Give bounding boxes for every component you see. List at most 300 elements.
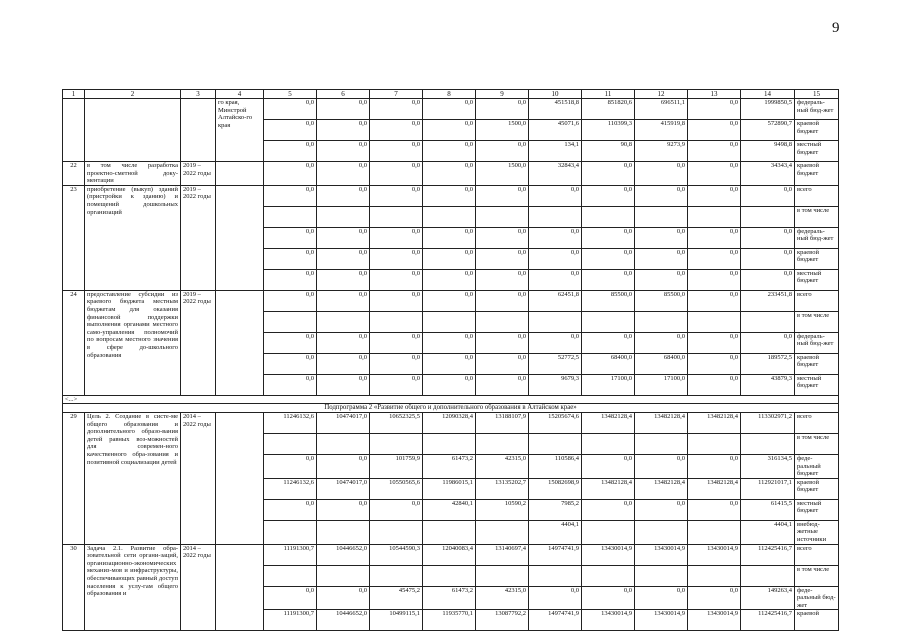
amount-cell: 0,0: [476, 374, 529, 395]
amount-cell: [582, 311, 635, 332]
amount-cell: 0,0: [423, 99, 476, 120]
funding-source: местный бюджет: [795, 141, 839, 162]
amount-cell: 13140697,4: [476, 544, 529, 565]
amount-cell: [635, 433, 688, 454]
amount-cell: 0,0: [423, 227, 476, 248]
amount-cell: 0,0: [635, 185, 688, 206]
funding-source: в том числе: [795, 311, 839, 332]
amount-cell: 0,0: [476, 99, 529, 120]
amount-cell: [582, 565, 635, 586]
row-number: 24: [63, 290, 85, 395]
funding-source: краевой бюджет: [795, 248, 839, 269]
amount-cell: 12040083,4: [423, 544, 476, 565]
amount-cell: 0,0: [688, 353, 741, 374]
executor: [216, 544, 264, 631]
amount-cell: 68400,0: [635, 353, 688, 374]
amount-cell: 0,0: [370, 162, 423, 186]
column-header: 5: [264, 90, 317, 99]
funding-source: в том числе: [795, 433, 839, 454]
amount-cell: 62451,8: [529, 290, 582, 311]
amount-cell: 45475,2: [370, 586, 423, 610]
funding-source: всего: [795, 544, 839, 565]
amount-cell: 4404,1: [741, 520, 795, 544]
amount-cell: [635, 311, 688, 332]
amount-cell: 110586,4: [529, 454, 582, 478]
amount-cell: 0,0: [264, 185, 317, 206]
amount-cell: 0,0: [264, 290, 317, 311]
column-header: 11: [582, 90, 635, 99]
amount-cell: [317, 565, 370, 586]
amount-cell: 10499115,1: [370, 610, 423, 631]
amount-cell: 90,8: [582, 141, 635, 162]
row-number: 22: [63, 162, 85, 186]
amount-cell: 0,0: [476, 141, 529, 162]
amount-cell: 0,0: [529, 227, 582, 248]
funding-source: местный бюджет: [795, 499, 839, 520]
amount-cell: 10652325,5: [370, 412, 423, 433]
row-number: 30: [63, 544, 85, 631]
amount-cell: 9679,3: [529, 374, 582, 395]
amount-cell: 11246132,6: [264, 478, 317, 499]
measure-description: [85, 99, 181, 162]
amount-cell: [476, 565, 529, 586]
amount-cell: 0,0: [317, 248, 370, 269]
amount-cell: 13482128,4: [582, 412, 635, 433]
amount-cell: [688, 206, 741, 227]
amount-cell: 0,0: [635, 586, 688, 610]
funding-source: всего: [795, 412, 839, 433]
funding-source: федераль-ный бюд-жет: [795, 332, 839, 353]
amount-cell: [741, 565, 795, 586]
amount-cell: [264, 311, 317, 332]
measure-description: в том числе разработка проектно-сметной доку-ментации: [85, 162, 181, 186]
amount-cell: 0,0: [635, 332, 688, 353]
amount-cell: 0,0: [370, 120, 423, 141]
amount-cell: 17100,0: [582, 374, 635, 395]
amount-cell: 0,0: [370, 290, 423, 311]
amount-cell: 0,0: [741, 185, 795, 206]
amount-cell: 34343,4: [741, 162, 795, 186]
amount-cell: 0,0: [741, 269, 795, 290]
amount-cell: [688, 433, 741, 454]
amount-cell: 0,0: [317, 290, 370, 311]
amount-cell: [529, 311, 582, 332]
amount-cell: 13430014,9: [688, 544, 741, 565]
funding-source: краевой: [795, 610, 839, 631]
amount-cell: 851820,6: [582, 99, 635, 120]
table-row: [63, 185, 839, 206]
amount-cell: [741, 311, 795, 332]
period-years: 2014 – 2022 годы: [181, 412, 216, 544]
amount-cell: 0,0: [264, 454, 317, 478]
amount-cell: 0,0: [476, 185, 529, 206]
amount-cell: 110399,3: [582, 120, 635, 141]
amount-cell: [635, 206, 688, 227]
amount-cell: 696511,1: [635, 99, 688, 120]
budget-table: [62, 89, 839, 631]
amount-cell: 10446652,0: [317, 610, 370, 631]
period-years: 2019 – 2022 годы: [181, 290, 216, 395]
amount-cell: 0,0: [264, 248, 317, 269]
amount-cell: 0,0: [317, 162, 370, 186]
funding-source: федераль-ный бюд-жет: [795, 99, 839, 120]
amount-cell: 0,0: [688, 586, 741, 610]
amount-cell: [529, 565, 582, 586]
amount-cell: 0,0: [688, 332, 741, 353]
amount-cell: 13188107,9: [476, 412, 529, 433]
amount-cell: 0,0: [582, 185, 635, 206]
amount-cell: 0,0: [264, 374, 317, 395]
table-row: [63, 99, 839, 120]
amount-cell: [317, 206, 370, 227]
funding-source: федераль-ный бюд-жет: [795, 227, 839, 248]
amount-cell: 0,0: [529, 185, 582, 206]
amount-cell: 0,0: [688, 499, 741, 520]
executor: [216, 162, 264, 186]
amount-cell: [317, 433, 370, 454]
amount-cell: [370, 433, 423, 454]
amount-cell: [423, 433, 476, 454]
amount-cell: 68400,0: [582, 353, 635, 374]
amount-cell: 415919,8: [635, 120, 688, 141]
amount-cell: [741, 206, 795, 227]
period-years: 2019 – 2022 годы: [181, 162, 216, 186]
amount-cell: [635, 565, 688, 586]
amount-cell: 233451,8: [741, 290, 795, 311]
amount-cell: 0,0: [317, 454, 370, 478]
amount-cell: 0,0: [529, 269, 582, 290]
amount-cell: 10550565,6: [370, 478, 423, 499]
amount-cell: 0,0: [741, 227, 795, 248]
amount-cell: 0,0: [423, 162, 476, 186]
amount-cell: 0,0: [264, 120, 317, 141]
amount-cell: 13430014,9: [635, 610, 688, 631]
amount-cell: 11986015,1: [423, 478, 476, 499]
amount-cell: 0,0: [317, 185, 370, 206]
amount-cell: 0,0: [529, 332, 582, 353]
amount-cell: 13482128,4: [635, 412, 688, 433]
measure-description: приобретение (выкуп) зданий (пристройки к зданию) и помещений дошкольных организаций: [85, 185, 181, 290]
amount-cell: 0,0: [688, 99, 741, 120]
amount-cell: 0,0: [688, 454, 741, 478]
amount-cell: 7985,2: [529, 499, 582, 520]
amount-cell: 0,0: [688, 185, 741, 206]
amount-cell: [635, 520, 688, 544]
amount-cell: 112921017,1: [741, 478, 795, 499]
amount-cell: 0,0: [582, 586, 635, 610]
period-years: 2019 – 2022 годы: [181, 185, 216, 290]
amount-cell: 0,0: [582, 499, 635, 520]
amount-cell: 17100,0: [635, 374, 688, 395]
amount-cell: 15205674,6: [529, 412, 582, 433]
amount-cell: 112425416,7: [741, 610, 795, 631]
amount-cell: 0,0: [370, 499, 423, 520]
amount-cell: 0,0: [476, 269, 529, 290]
amount-cell: [317, 520, 370, 544]
amount-cell: 4404,1: [529, 520, 582, 544]
amount-cell: 0,0: [264, 99, 317, 120]
amount-cell: 52772,5: [529, 353, 582, 374]
amount-cell: [423, 206, 476, 227]
amount-cell: 0,0: [370, 227, 423, 248]
measure-description: предоставление субсидии из краевого бюджета местным бюджетам для оказания финансовой поддержки выполнения органами местного само-управления полномочий по вопросам местного значения в сфере до-школьного образования: [85, 290, 181, 395]
table-body: [63, 90, 839, 631]
amount-cell: 0,0: [317, 499, 370, 520]
amount-cell: 0,0: [582, 227, 635, 248]
row-number: [63, 99, 85, 162]
amount-cell: 13482128,4: [635, 478, 688, 499]
amount-cell: 85500,0: [635, 290, 688, 311]
amount-cell: 10446652,0: [317, 544, 370, 565]
funding-source: в том числе: [795, 565, 839, 586]
column-header: 3: [181, 90, 216, 99]
amount-cell: 0,0: [423, 332, 476, 353]
executor: [216, 185, 264, 290]
amount-cell: 9498,8: [741, 141, 795, 162]
amount-cell: 0,0: [423, 248, 476, 269]
column-header: 2: [85, 90, 181, 99]
amount-cell: 0,0: [317, 374, 370, 395]
amount-cell: 0,0: [264, 332, 317, 353]
column-header: 6: [317, 90, 370, 99]
executor: [216, 412, 264, 544]
amount-cell: 0,0: [264, 162, 317, 186]
amount-cell: [582, 520, 635, 544]
funding-source: краевой бюджет: [795, 478, 839, 499]
header-row: [63, 90, 839, 99]
amount-cell: [582, 433, 635, 454]
amount-cell: 316134,5: [741, 454, 795, 478]
amount-cell: 0,0: [423, 185, 476, 206]
funding-source: феде-ральный бюджет: [795, 454, 839, 478]
amount-cell: 0,0: [582, 162, 635, 186]
amount-cell: 0,0: [688, 269, 741, 290]
amount-cell: 0,0: [264, 586, 317, 610]
amount-cell: 0,0: [476, 353, 529, 374]
amount-cell: 0,0: [370, 248, 423, 269]
amount-cell: 0,0: [370, 353, 423, 374]
amount-cell: [264, 520, 317, 544]
amount-cell: [423, 520, 476, 544]
table-row: [63, 544, 839, 565]
amount-cell: [476, 520, 529, 544]
amount-cell: 14974741,9: [529, 610, 582, 631]
amount-cell: 13430014,9: [582, 544, 635, 565]
amount-cell: 0,0: [317, 269, 370, 290]
amount-cell: [423, 311, 476, 332]
amount-cell: [476, 311, 529, 332]
amount-cell: [370, 520, 423, 544]
amount-cell: 134,1: [529, 141, 582, 162]
amount-cell: 11935770,1: [423, 610, 476, 631]
funding-source: краевой бюджет: [795, 120, 839, 141]
amount-cell: 85500,0: [582, 290, 635, 311]
amount-cell: [264, 565, 317, 586]
amount-cell: [741, 433, 795, 454]
amount-cell: 0,0: [370, 185, 423, 206]
amount-cell: 0,0: [688, 120, 741, 141]
amount-cell: 61415,5: [741, 499, 795, 520]
amount-cell: [476, 433, 529, 454]
amount-cell: 0,0: [688, 162, 741, 186]
amount-cell: 0,0: [264, 227, 317, 248]
funding-source: краевой бюджет: [795, 162, 839, 186]
amount-cell: 13087792,2: [476, 610, 529, 631]
column-header: 1: [63, 90, 85, 99]
amount-cell: 9273,9: [635, 141, 688, 162]
amount-cell: 0,0: [476, 332, 529, 353]
amount-cell: 0,0: [582, 248, 635, 269]
amount-cell: 0,0: [423, 374, 476, 395]
amount-cell: [582, 206, 635, 227]
amount-cell: 113302971,2: [741, 412, 795, 433]
amount-cell: 11191300,7: [264, 544, 317, 565]
ellipsis-row: [63, 395, 839, 404]
amount-cell: 0,0: [635, 499, 688, 520]
amount-cell: 0,0: [688, 141, 741, 162]
amount-cell: 0,0: [529, 586, 582, 610]
amount-cell: 0,0: [317, 120, 370, 141]
amount-cell: 0,0: [317, 141, 370, 162]
column-header: 7: [370, 90, 423, 99]
amount-cell: 0,0: [741, 332, 795, 353]
amount-cell: 13482128,4: [688, 478, 741, 499]
amount-cell: 112425416,7: [741, 544, 795, 565]
amount-cell: [370, 206, 423, 227]
amount-cell: 42315,0: [476, 454, 529, 478]
amount-cell: 13482128,4: [582, 478, 635, 499]
amount-cell: 0,0: [688, 227, 741, 248]
measure-description: Задача 2.1. Развитие обра-зовательной сети органи-заций, организационно-экономических механиз-мов и инфраструктуры, обеспечивающих равный доступ населения к услу-гам общего образования и: [85, 544, 181, 631]
amount-cell: 0,0: [370, 332, 423, 353]
amount-cell: 1500,0: [476, 162, 529, 186]
amount-cell: 13430014,9: [582, 610, 635, 631]
amount-cell: [264, 433, 317, 454]
funding-source: в том числе: [795, 206, 839, 227]
amount-cell: 0,0: [635, 248, 688, 269]
amount-cell: 0,0: [476, 227, 529, 248]
amount-cell: 10474017,0: [317, 412, 370, 433]
amount-cell: 101759,9: [370, 454, 423, 478]
column-header: 4: [216, 90, 264, 99]
amount-cell: 189572,5: [741, 353, 795, 374]
amount-cell: 0,0: [476, 290, 529, 311]
amount-cell: 61473,2: [423, 454, 476, 478]
amount-cell: 0,0: [264, 141, 317, 162]
amount-cell: 1999850,5: [741, 99, 795, 120]
period-years: 2014 – 2022 годы: [181, 544, 216, 631]
amount-cell: 0,0: [370, 141, 423, 162]
amount-cell: 0,0: [635, 269, 688, 290]
amount-cell: 13482128,4: [688, 412, 741, 433]
subprogram-title: Подпрограмма 2 «Развитие общего и дополнительного образования в Алтайском крае»: [63, 404, 839, 413]
amount-cell: 0,0: [635, 454, 688, 478]
amount-cell: 0,0: [317, 99, 370, 120]
amount-cell: 13135202,7: [476, 478, 529, 499]
amount-cell: [529, 433, 582, 454]
amount-cell: [317, 311, 370, 332]
funding-source: внебюд-жетные источники: [795, 520, 839, 544]
amount-cell: 0,0: [370, 99, 423, 120]
amount-cell: [370, 311, 423, 332]
amount-cell: 61473,2: [423, 586, 476, 610]
amount-cell: 0,0: [529, 248, 582, 269]
column-header: 14: [741, 90, 795, 99]
page-number: 9: [832, 20, 840, 36]
amount-cell: 15082698,9: [529, 478, 582, 499]
amount-cell: [688, 565, 741, 586]
amount-cell: 0,0: [582, 454, 635, 478]
funding-source: местный бюджет: [795, 269, 839, 290]
column-header: 8: [423, 90, 476, 99]
column-header: 9: [476, 90, 529, 99]
amount-cell: [370, 565, 423, 586]
executor: го края, Минстрой Алтайско-го края: [216, 99, 264, 162]
amount-cell: 12090328,4: [423, 412, 476, 433]
measure-description: Цель 2. Создание в систе-ме общего образования и дополнительного образо-вания детей равных воз-можностей для современ-ного качественного обра-зования и позитивной социализации детей: [85, 412, 181, 544]
row-number: 23: [63, 185, 85, 290]
amount-cell: [688, 311, 741, 332]
amount-cell: 0,0: [317, 227, 370, 248]
amount-cell: 0,0: [688, 290, 741, 311]
amount-cell: 11246132,6: [264, 412, 317, 433]
amount-cell: 0,0: [688, 374, 741, 395]
amount-cell: 10474017,0: [317, 478, 370, 499]
amount-cell: 32843,4: [529, 162, 582, 186]
amount-cell: 0,0: [635, 227, 688, 248]
subprogram-row: [63, 404, 839, 413]
period-years: [181, 99, 216, 162]
amount-cell: 0,0: [317, 586, 370, 610]
amount-cell: [529, 206, 582, 227]
ellipsis: <...>: [63, 395, 839, 404]
amount-cell: 13430014,9: [635, 544, 688, 565]
amount-cell: 149263,4: [741, 586, 795, 610]
amount-cell: 0,0: [317, 332, 370, 353]
funding-source: всего: [795, 290, 839, 311]
amount-cell: 0,0: [264, 269, 317, 290]
executor: [216, 290, 264, 395]
amount-cell: 0,0: [476, 248, 529, 269]
amount-cell: 0,0: [317, 353, 370, 374]
amount-cell: 13430014,9: [688, 610, 741, 631]
amount-cell: 43879,3: [741, 374, 795, 395]
amount-cell: 0,0: [582, 332, 635, 353]
amount-cell: 0,0: [370, 269, 423, 290]
amount-cell: 42840,1: [423, 499, 476, 520]
amount-cell: 451518,8: [529, 99, 582, 120]
row-number: 29: [63, 412, 85, 544]
amount-cell: 42315,0: [476, 586, 529, 610]
amount-cell: [264, 206, 317, 227]
amount-cell: 0,0: [264, 353, 317, 374]
amount-cell: 45071,6: [529, 120, 582, 141]
amount-cell: 10590,2: [476, 499, 529, 520]
funding-source: местный бюджет: [795, 374, 839, 395]
column-header: 10: [529, 90, 582, 99]
amount-cell: 0,0: [688, 248, 741, 269]
amount-cell: 0,0: [423, 269, 476, 290]
amount-cell: 572890,7: [741, 120, 795, 141]
table-row: [63, 412, 839, 433]
amount-cell: 10544590,3: [370, 544, 423, 565]
amount-cell: 0,0: [741, 248, 795, 269]
amount-cell: 0,0: [635, 162, 688, 186]
funding-source: всего: [795, 185, 839, 206]
column-header: 13: [688, 90, 741, 99]
amount-cell: 0,0: [370, 374, 423, 395]
table-row: [63, 162, 839, 186]
